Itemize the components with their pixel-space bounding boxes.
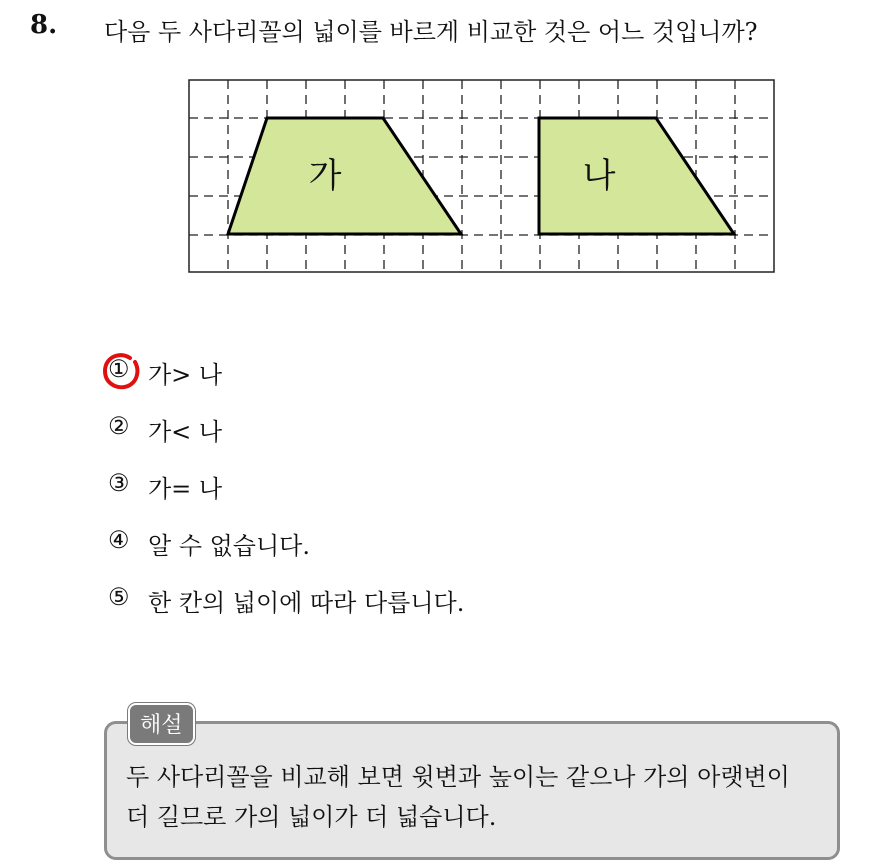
explanation-line-1: 두 사다리꼴을 비교해 보면 윗변과 높이는 같으나 가의 아랫변이 <box>126 763 790 791</box>
choice-text: 가> 나 <box>148 361 223 389</box>
choice-text: 알 수 없습니다. <box>148 532 310 560</box>
explanation-text <box>126 757 826 837</box>
choice-number: ① <box>108 355 130 383</box>
choice-text: 가< 나 <box>148 418 223 446</box>
choice-text: 한 칸의 넓이에 따라 다릅니다. <box>148 589 465 617</box>
choice-number: ④ <box>108 526 130 554</box>
explanation-line-2: 더 길므로 가의 넓이가 더 넓습니다. <box>126 803 497 831</box>
choice-number: ⑤ <box>108 583 130 611</box>
choice-5[interactable] <box>108 583 464 640</box>
shape-a-label: 가 <box>308 156 342 196</box>
question-number: 8. <box>30 10 58 40</box>
explanation-tag: 해설 <box>128 703 195 745</box>
choice-list <box>108 355 464 640</box>
choice-number: ③ <box>108 469 130 497</box>
choice-1[interactable] <box>108 355 464 412</box>
choice-number: ② <box>108 412 130 440</box>
choice-4[interactable] <box>108 526 464 583</box>
shape-b-label: 나 <box>582 156 616 196</box>
question-text: 다음 두 사다리꼴의 넓이를 바르게 비교한 것은 어느 것입니까? <box>104 18 758 46</box>
choice-2[interactable] <box>108 412 464 469</box>
choice-text: 가= 나 <box>148 475 223 503</box>
choice-3[interactable] <box>108 469 464 526</box>
trapezoid-figure <box>188 79 775 273</box>
